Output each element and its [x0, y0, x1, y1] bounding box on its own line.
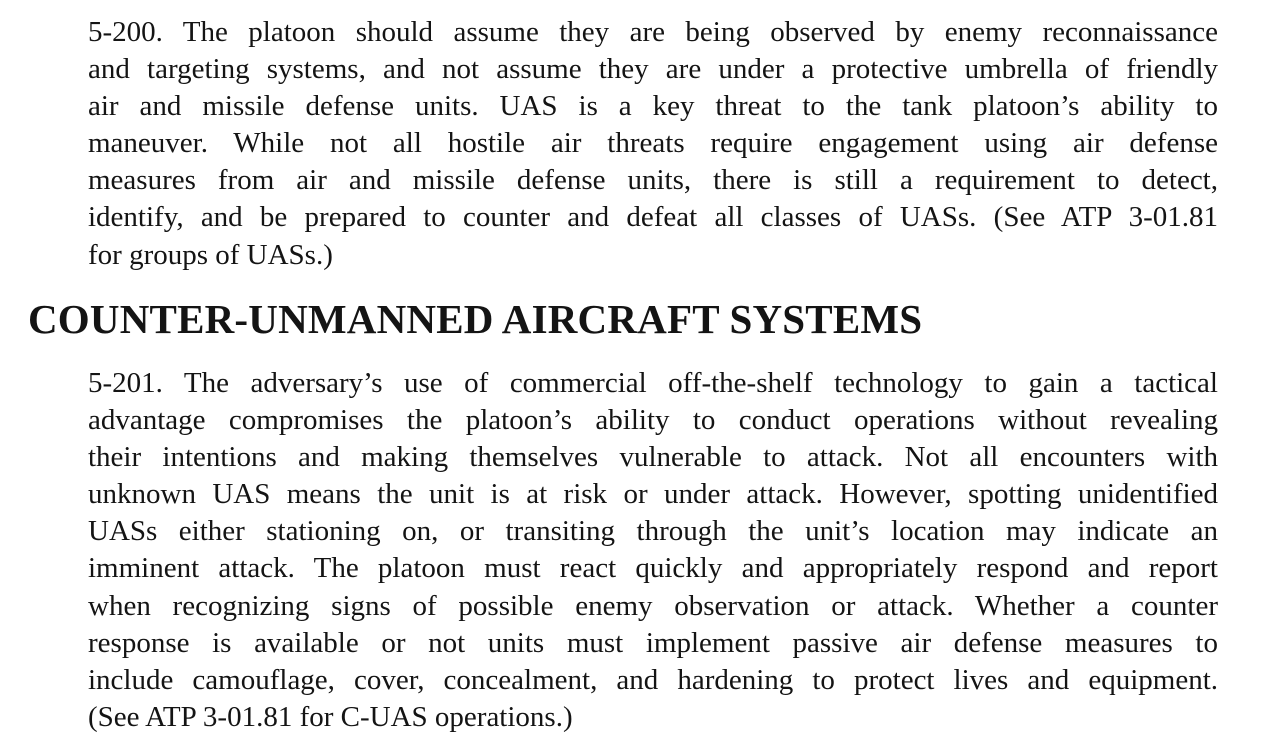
text-line: (See ATP 3-01.81 for C-UAS operations.) — [88, 700, 573, 733]
text-line: their intentions and making themselves vulnerable to attack. Not all encounters with — [88, 441, 1218, 474]
text-line: UASs either stationing on, or transiting through the unit’s location may indicate an — [88, 515, 1218, 548]
text-line: when recognizing signs of possible enemy observation or attack. Whether a counter — [88, 589, 1218, 622]
text-line: measures from air and missile defense units, there is still a requirement to detect, — [88, 164, 1218, 197]
text-line: and targeting systems, and not assume they are under a protective umbrella of friendly — [88, 53, 1218, 86]
text-line: air and missile defense units. UAS is a key threat to the tank platoon’s ability to — [88, 90, 1218, 123]
paragraph-5-200 — [88, 14, 1218, 274]
text-line: imminent attack. The platoon must react quickly and appropriately respond and report — [88, 552, 1218, 585]
text-line: 5-200. The platoon should assume they are being observed by enemy reconnaissance — [88, 16, 1218, 48]
text-line: for groups of UASs.) — [88, 238, 333, 271]
text-line: identify, and be prepared to counter and defeat all classes of UASs. (See ATP 3-01.81 — [88, 201, 1218, 234]
text-line: advantage compromises the platoon’s ability to conduct operations without revealing — [88, 404, 1218, 437]
text-line: unknown UAS means the unit is at risk or under attack. However, spotting unidentified — [88, 478, 1218, 511]
text-line: include camouflage, cover, concealment, and hardening to protect lives and equipment. — [88, 663, 1218, 696]
section-heading: COUNTER-UNMANNED AIRCRAFT SYSTEMS — [28, 296, 923, 342]
text-line: response is available or not units must implement passive air defense measures to — [88, 626, 1218, 659]
paragraph-5-201 — [88, 365, 1218, 736]
text-line: 5-201. The adversary’s use of commercial off-the-shelf technology to gain a tactical — [88, 367, 1218, 399]
text-line: maneuver. While not all hostile air threats require engagement using air defense — [88, 127, 1218, 160]
